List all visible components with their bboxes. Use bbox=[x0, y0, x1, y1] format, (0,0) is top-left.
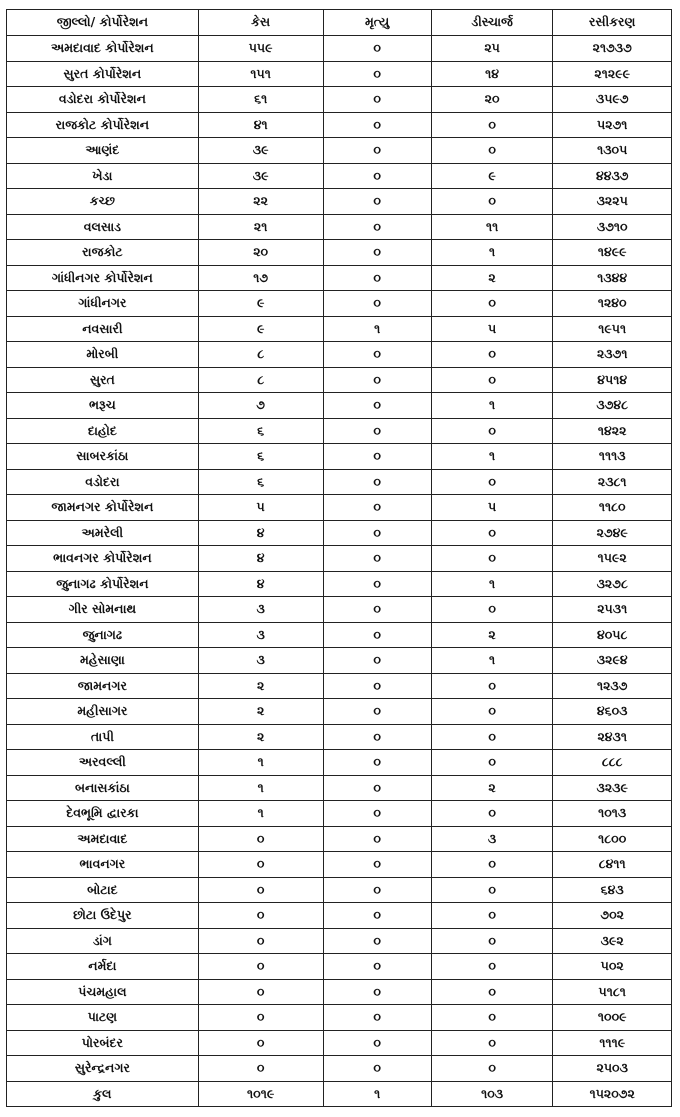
cases-cell: ૨ bbox=[198, 724, 323, 750]
vaccination-cell: ૫૦૨ bbox=[553, 954, 672, 980]
deaths-cell: ૦ bbox=[323, 469, 431, 495]
table-row bbox=[7, 622, 672, 648]
discharge-cell: ૦ bbox=[431, 877, 553, 903]
vaccination-cell: ૨૩૭૧ bbox=[553, 342, 672, 368]
cases-cell: ૦ bbox=[198, 826, 323, 852]
district-name: સુરેન્દ્રનગર bbox=[7, 1056, 199, 1082]
district-name: રાજકોટ bbox=[7, 240, 199, 266]
discharge-cell: ૦ bbox=[431, 138, 553, 164]
header-deaths: મૃત્યુ bbox=[323, 10, 431, 36]
cases-cell: ૦ bbox=[198, 1005, 323, 1031]
cases-cell: ૦ bbox=[198, 954, 323, 980]
table-row bbox=[7, 801, 672, 827]
cases-cell: ૪ bbox=[198, 571, 323, 597]
discharge-cell: ૧ bbox=[431, 648, 553, 674]
table-row bbox=[7, 903, 672, 929]
district-name: મહીસાગર bbox=[7, 699, 199, 725]
vaccination-cell: ૧૯૫૧ bbox=[553, 316, 672, 342]
table-row bbox=[7, 775, 672, 801]
cases-cell: ૦ bbox=[198, 1056, 323, 1082]
discharge-cell: ૦ bbox=[431, 291, 553, 317]
cases-cell: ૬ bbox=[198, 418, 323, 444]
discharge-cell: ૦ bbox=[431, 342, 553, 368]
table-row bbox=[7, 979, 672, 1005]
total-cases: ૧૦૧૯ bbox=[198, 1081, 323, 1107]
header-discharge: ડીસ્ચાર્જ bbox=[431, 10, 553, 36]
deaths-cell: ૦ bbox=[323, 903, 431, 929]
district-name: વડોદરા કોર્પોરેશન bbox=[7, 87, 199, 113]
table-row bbox=[7, 342, 672, 368]
discharge-cell: ૧૪ bbox=[431, 61, 553, 87]
table-row bbox=[7, 954, 672, 980]
district-name: ગાંધીનગર bbox=[7, 291, 199, 317]
deaths-cell: ૦ bbox=[323, 571, 431, 597]
vaccination-cell: ૫૧૮૧ bbox=[553, 979, 672, 1005]
discharge-cell: ૦ bbox=[431, 852, 553, 878]
deaths-cell: ૦ bbox=[323, 112, 431, 138]
table-row bbox=[7, 291, 672, 317]
district-name: બોટાદ bbox=[7, 877, 199, 903]
district-name: નર્મદા bbox=[7, 954, 199, 980]
header-vaccination: રસીકરણ bbox=[553, 10, 672, 36]
cases-cell: ૬૧ bbox=[198, 87, 323, 113]
cases-cell: ૦ bbox=[198, 928, 323, 954]
discharge-cell: ૦ bbox=[431, 597, 553, 623]
discharge-cell: ૧ bbox=[431, 240, 553, 266]
discharge-cell: ૧ bbox=[431, 444, 553, 470]
table-row bbox=[7, 597, 672, 623]
discharge-cell: ૨૫ bbox=[431, 36, 553, 62]
district-name: અમદાવાદ કોર્પોરેશન bbox=[7, 36, 199, 62]
discharge-cell: ૦ bbox=[431, 750, 553, 776]
table-row bbox=[7, 163, 672, 189]
discharge-cell: ૧ bbox=[431, 393, 553, 419]
vaccination-cell: ૧૪૯૯ bbox=[553, 240, 672, 266]
district-name: જામનગર bbox=[7, 673, 199, 699]
vaccination-cell: ૩૨૨૫ bbox=[553, 189, 672, 215]
deaths-cell: ૦ bbox=[323, 138, 431, 164]
cases-cell: ૬ bbox=[198, 469, 323, 495]
deaths-cell: ૦ bbox=[323, 775, 431, 801]
vaccination-cell: ૧૮૦૦ bbox=[553, 826, 672, 852]
discharge-cell: ૦ bbox=[431, 724, 553, 750]
cases-cell: ૧ bbox=[198, 750, 323, 776]
discharge-cell: ૦ bbox=[431, 903, 553, 929]
table-row bbox=[7, 87, 672, 113]
total-row bbox=[7, 1081, 672, 1107]
district-name: કચ્છ bbox=[7, 189, 199, 215]
cases-cell: ૨૦ bbox=[198, 240, 323, 266]
deaths-cell: ૦ bbox=[323, 342, 431, 368]
discharge-cell: ૨ bbox=[431, 775, 553, 801]
cases-cell: ૨ bbox=[198, 673, 323, 699]
cases-cell: ૫૫૯ bbox=[198, 36, 323, 62]
vaccination-cell: ૧૫૯૨ bbox=[553, 546, 672, 572]
vaccination-cell: ૧૩૪૪ bbox=[553, 265, 672, 291]
deaths-cell: ૦ bbox=[323, 418, 431, 444]
district-name: સાબરકાંઠા bbox=[7, 444, 199, 470]
district-name: અમદાવાદ bbox=[7, 826, 199, 852]
table-row bbox=[7, 826, 672, 852]
vaccination-cell: ૩૯૨ bbox=[553, 928, 672, 954]
discharge-cell: ૦ bbox=[431, 367, 553, 393]
vaccination-cell: ૨૭૪૯ bbox=[553, 520, 672, 546]
discharge-cell: ૦ bbox=[431, 954, 553, 980]
discharge-cell: ૦ bbox=[431, 469, 553, 495]
vaccination-cell: ૨૩૮૧ bbox=[553, 469, 672, 495]
discharge-cell: ૦ bbox=[431, 1056, 553, 1082]
cases-cell: ૨૧ bbox=[198, 214, 323, 240]
district-name: રાજકોટ કોર્પોરેશન bbox=[7, 112, 199, 138]
vaccination-cell: ૧૨૩૭ bbox=[553, 673, 672, 699]
district-name: મહેસાણા bbox=[7, 648, 199, 674]
discharge-cell: ૦ bbox=[431, 418, 553, 444]
total-vaccination: ૧૫૨૦૭૨ bbox=[553, 1081, 672, 1107]
discharge-cell: ૦ bbox=[431, 801, 553, 827]
district-name: અમરેલી bbox=[7, 520, 199, 546]
vaccination-cell: ૩૨૩૯ bbox=[553, 775, 672, 801]
table-row bbox=[7, 214, 672, 240]
cases-cell: ૩ bbox=[198, 597, 323, 623]
discharge-cell: ૧ bbox=[431, 571, 553, 597]
header-cases: કેસ bbox=[198, 10, 323, 36]
district-name: વડોદરા bbox=[7, 469, 199, 495]
vaccination-cell: ૬૪૩ bbox=[553, 877, 672, 903]
table-row bbox=[7, 877, 672, 903]
discharge-cell: ૦ bbox=[431, 520, 553, 546]
deaths-cell: ૦ bbox=[323, 214, 431, 240]
deaths-cell: ૦ bbox=[323, 699, 431, 725]
deaths-cell: ૦ bbox=[323, 87, 431, 113]
deaths-cell: ૦ bbox=[323, 291, 431, 317]
table-row bbox=[7, 495, 672, 521]
total-label: કુલ bbox=[7, 1081, 199, 1107]
vaccination-cell: ૪૪૩૭ bbox=[553, 163, 672, 189]
deaths-cell: ૦ bbox=[323, 495, 431, 521]
table-row bbox=[7, 1056, 672, 1082]
cases-cell: ૪ bbox=[198, 520, 323, 546]
table-row bbox=[7, 189, 672, 215]
district-name: મોરબી bbox=[7, 342, 199, 368]
cases-cell: ૪ bbox=[198, 546, 323, 572]
table-row bbox=[7, 367, 672, 393]
table-row bbox=[7, 673, 672, 699]
deaths-cell: ૦ bbox=[323, 648, 431, 674]
discharge-cell: ૦ bbox=[431, 928, 553, 954]
table-row bbox=[7, 138, 672, 164]
district-name: જુનાગઢ bbox=[7, 622, 199, 648]
discharge-cell: ૨ bbox=[431, 622, 553, 648]
cases-cell: ૦ bbox=[198, 852, 323, 878]
deaths-cell: ૦ bbox=[323, 265, 431, 291]
discharge-cell: ૦ bbox=[431, 979, 553, 1005]
vaccination-cell: ૩૨૭૮ bbox=[553, 571, 672, 597]
table-row bbox=[7, 546, 672, 572]
vaccination-cell: ૪૬૦૩ bbox=[553, 699, 672, 725]
cases-cell: ૩૯ bbox=[198, 163, 323, 189]
deaths-cell: ૦ bbox=[323, 1030, 431, 1056]
deaths-cell: ૦ bbox=[323, 367, 431, 393]
table-row bbox=[7, 265, 672, 291]
vaccination-cell: ૩૫૯૭ bbox=[553, 87, 672, 113]
table-row bbox=[7, 571, 672, 597]
cases-cell: ૬ bbox=[198, 444, 323, 470]
discharge-cell: ૨૦ bbox=[431, 87, 553, 113]
discharge-cell: ૦ bbox=[431, 112, 553, 138]
cases-cell: ૩ bbox=[198, 622, 323, 648]
district-name: સુરત bbox=[7, 367, 199, 393]
district-name: ભાવનગર bbox=[7, 852, 199, 878]
table-row bbox=[7, 444, 672, 470]
vaccination-cell: ૨૫૦૩ bbox=[553, 1056, 672, 1082]
table-row bbox=[7, 240, 672, 266]
cases-cell: ૧ bbox=[198, 801, 323, 827]
discharge-cell: ૫ bbox=[431, 316, 553, 342]
table-row bbox=[7, 852, 672, 878]
district-name: જામનગર કોર્પોરેશન bbox=[7, 495, 199, 521]
district-name: સુરત કોર્પોરેશન bbox=[7, 61, 199, 87]
vaccination-cell: ૪૫૧૪ bbox=[553, 367, 672, 393]
discharge-cell: ૫ bbox=[431, 495, 553, 521]
cases-cell: ૯ bbox=[198, 316, 323, 342]
district-name: પોરબંદર bbox=[7, 1030, 199, 1056]
discharge-cell: ૦ bbox=[431, 673, 553, 699]
discharge-cell: ૦ bbox=[431, 546, 553, 572]
district-name: ડાંગ bbox=[7, 928, 199, 954]
vaccination-cell: ૭૦૨ bbox=[553, 903, 672, 929]
header-row bbox=[7, 10, 672, 36]
vaccination-cell: ૧૧૧૩ bbox=[553, 444, 672, 470]
vaccination-cell: ૨૪૩૧ bbox=[553, 724, 672, 750]
deaths-cell: ૦ bbox=[323, 1056, 431, 1082]
total-discharge: ૧૦૩ bbox=[431, 1081, 553, 1107]
deaths-cell: ૦ bbox=[323, 877, 431, 903]
district-name: ગાંધીનગર કોર્પોરેશન bbox=[7, 265, 199, 291]
cases-cell: ૩ bbox=[198, 648, 323, 674]
cases-cell: ૨ bbox=[198, 699, 323, 725]
table-row bbox=[7, 418, 672, 444]
cases-cell: ૫ bbox=[198, 495, 323, 521]
vaccination-cell: ૨૫૩૧ bbox=[553, 597, 672, 623]
discharge-cell: ૯ bbox=[431, 163, 553, 189]
district-name: છોટા ઉદેપુર bbox=[7, 903, 199, 929]
vaccination-cell: ૧૧૧૯ bbox=[553, 1030, 672, 1056]
cases-cell: ૨૨ bbox=[198, 189, 323, 215]
table-row bbox=[7, 520, 672, 546]
cases-cell: ૭ bbox=[198, 393, 323, 419]
discharge-cell: ૧૧ bbox=[431, 214, 553, 240]
cases-cell: ૯ bbox=[198, 291, 323, 317]
cases-cell: ૦ bbox=[198, 979, 323, 1005]
cases-cell: ૦ bbox=[198, 903, 323, 929]
district-name: નવસારી bbox=[7, 316, 199, 342]
table-row bbox=[7, 724, 672, 750]
vaccination-cell: ૧૧૮૦ bbox=[553, 495, 672, 521]
cases-cell: ૧૫૧ bbox=[198, 61, 323, 87]
district-name: અરવલ્લી bbox=[7, 750, 199, 776]
cases-cell: ૦ bbox=[198, 1030, 323, 1056]
deaths-cell: ૧ bbox=[323, 316, 431, 342]
table-row bbox=[7, 1005, 672, 1031]
discharge-cell: ૦ bbox=[431, 1030, 553, 1056]
cases-cell: ૪૧ bbox=[198, 112, 323, 138]
district-name: દાહોદ bbox=[7, 418, 199, 444]
district-name: વલસાડ bbox=[7, 214, 199, 240]
vaccination-cell: ૩૭૪૮ bbox=[553, 393, 672, 419]
deaths-cell: ૦ bbox=[323, 444, 431, 470]
table-row bbox=[7, 316, 672, 342]
cases-cell: ૮ bbox=[198, 342, 323, 368]
district-covid-table bbox=[6, 9, 672, 1107]
district-name: આણંદ bbox=[7, 138, 199, 164]
district-name: પંચમહાલ bbox=[7, 979, 199, 1005]
deaths-cell: ૦ bbox=[323, 520, 431, 546]
district-name: બનાસકાંઠા bbox=[7, 775, 199, 801]
deaths-cell: ૦ bbox=[323, 673, 431, 699]
deaths-cell: ૦ bbox=[323, 163, 431, 189]
deaths-cell: ૦ bbox=[323, 393, 431, 419]
vaccination-cell: ૧૦૧૩ bbox=[553, 801, 672, 827]
table-row bbox=[7, 750, 672, 776]
vaccination-cell: ૨૧૨૯૯ bbox=[553, 61, 672, 87]
vaccination-cell: ૮૪૧૧ bbox=[553, 852, 672, 878]
deaths-cell: ૦ bbox=[323, 622, 431, 648]
discharge-cell: ૩ bbox=[431, 826, 553, 852]
district-name: ખેડા bbox=[7, 163, 199, 189]
table-row bbox=[7, 393, 672, 419]
deaths-cell: ૦ bbox=[323, 597, 431, 623]
deaths-cell: ૦ bbox=[323, 954, 431, 980]
table-row bbox=[7, 1030, 672, 1056]
total-deaths: ૧ bbox=[323, 1081, 431, 1107]
deaths-cell: ૦ bbox=[323, 546, 431, 572]
district-name: તાપી bbox=[7, 724, 199, 750]
table-row bbox=[7, 36, 672, 62]
district-name: ભાવનગર કોર્પોરેશન bbox=[7, 546, 199, 572]
deaths-cell: ૦ bbox=[323, 189, 431, 215]
vaccination-cell: ૧૨૪૦ bbox=[553, 291, 672, 317]
table-row bbox=[7, 648, 672, 674]
header-district: જીલ્લો/ કોર્પોરેશન bbox=[7, 10, 199, 36]
deaths-cell: ૦ bbox=[323, 928, 431, 954]
deaths-cell: ૦ bbox=[323, 852, 431, 878]
table-row bbox=[7, 928, 672, 954]
cases-cell: ૧૭ bbox=[198, 265, 323, 291]
cases-cell: ૮ bbox=[198, 367, 323, 393]
district-name: ભરૂચ bbox=[7, 393, 199, 419]
table-body bbox=[7, 36, 672, 1082]
district-name: જુનાગઢ કોર્પોરેશન bbox=[7, 571, 199, 597]
cases-cell: ૦ bbox=[198, 877, 323, 903]
vaccination-cell: ૩૨૯૪ bbox=[553, 648, 672, 674]
discharge-cell: ૦ bbox=[431, 189, 553, 215]
vaccination-cell: ૩૭૧૦ bbox=[553, 214, 672, 240]
table-row bbox=[7, 61, 672, 87]
discharge-cell: ૦ bbox=[431, 1005, 553, 1031]
deaths-cell: ૦ bbox=[323, 979, 431, 1005]
district-name: ગીર સોમનાથ bbox=[7, 597, 199, 623]
vaccination-cell: ૧૦૦૯ bbox=[553, 1005, 672, 1031]
discharge-cell: ૦ bbox=[431, 699, 553, 725]
vaccination-cell: ૫૨૭૧ bbox=[553, 112, 672, 138]
district-name: પાટણ bbox=[7, 1005, 199, 1031]
vaccination-cell: ૨૧૭૩૭ bbox=[553, 36, 672, 62]
deaths-cell: ૦ bbox=[323, 61, 431, 87]
deaths-cell: ૦ bbox=[323, 240, 431, 266]
deaths-cell: ૦ bbox=[323, 36, 431, 62]
table-row bbox=[7, 699, 672, 725]
table-row bbox=[7, 112, 672, 138]
table-row bbox=[7, 469, 672, 495]
vaccination-cell: ૮૮૮ bbox=[553, 750, 672, 776]
district-name: દેવભૂમિ દ્વારકા bbox=[7, 801, 199, 827]
vaccination-cell: ૪૦૫૮ bbox=[553, 622, 672, 648]
deaths-cell: ૦ bbox=[323, 826, 431, 852]
deaths-cell: ૦ bbox=[323, 1005, 431, 1031]
cases-cell: ૧ bbox=[198, 775, 323, 801]
deaths-cell: ૦ bbox=[323, 750, 431, 776]
table-container bbox=[6, 9, 672, 1107]
vaccination-cell: ૧૩૦૫ bbox=[553, 138, 672, 164]
deaths-cell: ૦ bbox=[323, 724, 431, 750]
vaccination-cell: ૧૪૨૨ bbox=[553, 418, 672, 444]
discharge-cell: ૨ bbox=[431, 265, 553, 291]
deaths-cell: ૦ bbox=[323, 801, 431, 827]
cases-cell: ૩૯ bbox=[198, 138, 323, 164]
